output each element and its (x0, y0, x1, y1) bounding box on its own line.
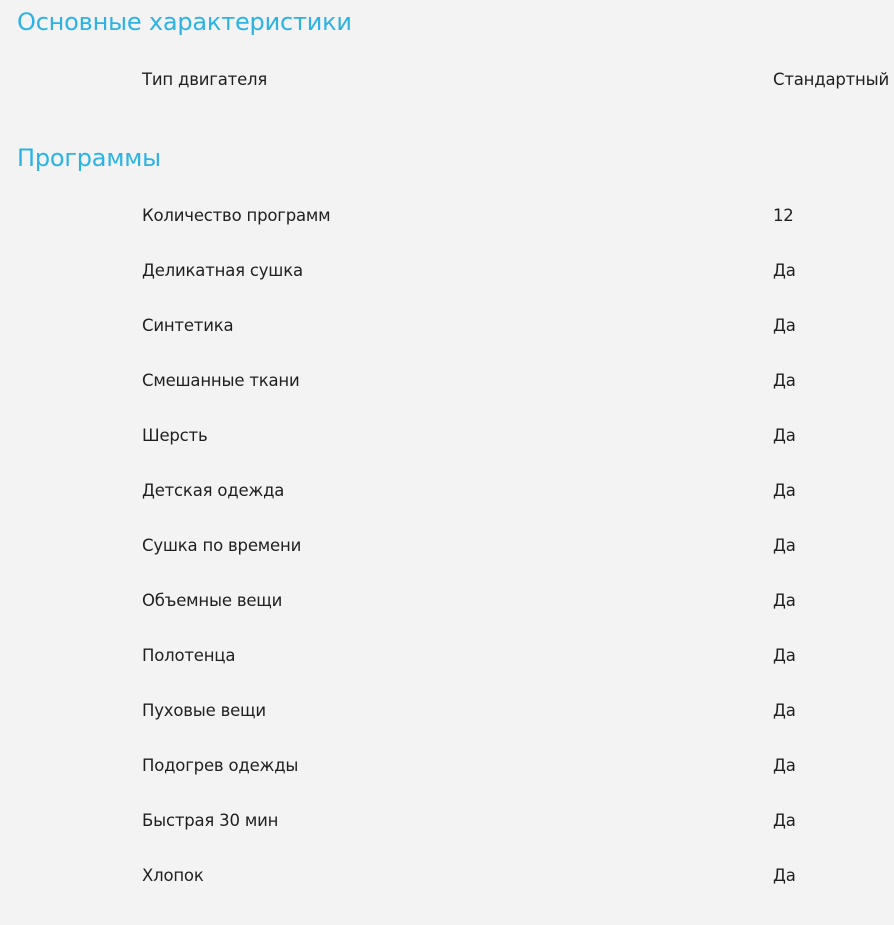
spec-name: Смешанные ткани (142, 371, 300, 390)
spec-list-programs (0, 202, 894, 917)
spec-name: Сушка по времени (142, 536, 302, 555)
spec-value: Да (773, 371, 796, 390)
spec-row (0, 367, 894, 422)
spec-name: Синтетика (142, 316, 234, 335)
spec-row (0, 697, 894, 752)
spec-name: Деликатная сушка (142, 261, 303, 280)
section-title-programs: Программы (17, 144, 161, 172)
spec-row (0, 642, 894, 697)
spec-name: Объемные вещи (142, 591, 283, 610)
spec-value: Да (773, 756, 796, 775)
spec-value: Да (773, 701, 796, 720)
section-title-main-characteristics: Основные характеристики (17, 8, 352, 36)
spec-row (0, 422, 894, 477)
spec-value: Да (773, 426, 796, 445)
spec-value: Да (773, 591, 796, 610)
spec-name: Детская одежда (142, 481, 285, 500)
spec-value: Да (773, 866, 796, 885)
spec-name: Полотенца (142, 646, 236, 665)
spec-name: Хлопок (142, 866, 204, 885)
spec-row (0, 477, 894, 532)
spec-value: Да (773, 646, 796, 665)
spec-value: Да (773, 481, 796, 500)
spec-name: Быстрая 30 мин (142, 811, 279, 830)
spec-value: Да (773, 261, 796, 280)
spec-name: Пуховые вещи (142, 701, 266, 720)
spec-name: Подогрев одежды (142, 756, 299, 775)
spec-name: Шерсть (142, 426, 208, 445)
spec-row (0, 752, 894, 807)
spec-list-main-characteristics (0, 66, 894, 121)
spec-row (0, 257, 894, 312)
spec-value: 12 (773, 206, 794, 225)
spec-row (0, 532, 894, 587)
spec-name: Количество программ (142, 206, 331, 225)
spec-name: Тип двигателя (142, 70, 268, 89)
spec-row (0, 202, 894, 257)
spec-row (0, 312, 894, 367)
spec-row (0, 587, 894, 642)
spec-value: Да (773, 811, 796, 830)
spec-row (0, 807, 894, 862)
spec-value: Да (773, 316, 796, 335)
spec-value: Стандартный (773, 70, 889, 89)
spec-row (0, 66, 894, 121)
spec-row (0, 862, 894, 917)
spec-value: Да (773, 536, 796, 555)
